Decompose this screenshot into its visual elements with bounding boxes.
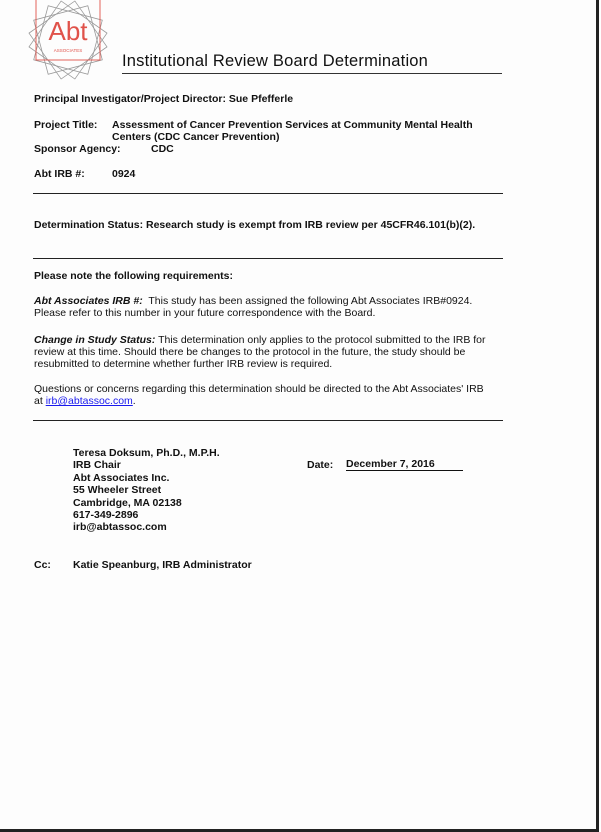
sponsor-value: CDC [151, 143, 174, 155]
divider [33, 258, 503, 259]
questions-prefix: at [34, 395, 43, 407]
requirement-change-status [34, 334, 486, 370]
divider [33, 420, 503, 421]
signer-phone: 617-349-2896 [73, 509, 139, 522]
req1-text: Please refer to this number in your future correspondence with the Board. [34, 307, 376, 319]
irb-label: Abt IRB #: [34, 168, 85, 180]
signer-city: Cambridge, MA 02138 [73, 496, 182, 509]
questions-suffix: . [132, 395, 136, 407]
requirement-irb-number [34, 295, 472, 319]
pi-label: Principal Investigator/Project Director: [34, 93, 226, 105]
signer-email: irb@abtassoc.com [73, 521, 167, 534]
requirements-heading: Please note the following requirements: [34, 270, 233, 282]
project-title-label: Project Title: [34, 119, 98, 131]
questions-paragraph [34, 383, 484, 407]
document-title: Institutional Review Board Determination [122, 52, 429, 70]
determination-status: Determination Status: Research study is exempt from IRB review per 45CFR46.101(b)(2). [34, 219, 476, 231]
signer-role: IRB Chair [73, 459, 121, 472]
irb-email-link[interactable]: irb@abtassoc.com [45, 395, 133, 407]
project-title-value [112, 119, 473, 143]
divider [33, 193, 503, 194]
signer-name: Teresa Doksum, Ph.D., M.P.H. [73, 447, 220, 459]
signer-street: 55 Wheeler Street [73, 484, 162, 497]
pi-value: Sue Pfefferle [228, 93, 294, 105]
req2-text: This determination only applies to the protocol submitted to the IRB for [158, 334, 486, 346]
irb-value: 0924 [112, 168, 136, 180]
project-title-line: Centers (CDC Cancer Prevention) [112, 131, 280, 143]
req2-text: resubmitted to determine whether further IRB review is required. [34, 358, 333, 370]
svg-text:ASSOCIATES: ASSOCIATES [53, 48, 83, 53]
pi-line [34, 93, 293, 105]
cc-value: Katie Speanburg, IRB Administrator [73, 559, 252, 571]
abt-logo [20, 0, 116, 84]
svg-text:Abt: Abt [48, 16, 88, 46]
req1-text: This study has been assigned the following Abt Associates IRB#0924. [148, 295, 473, 307]
date-value: December 7, 2016 [346, 459, 463, 471]
signer-org: Abt Associates Inc. [73, 471, 170, 484]
title-underline [122, 73, 502, 74]
questions-text: Questions or concerns regarding this determination should be directed to the Abt Associates' IRB [34, 383, 484, 395]
date-label: Date: [307, 459, 334, 471]
signature-block [73, 447, 220, 534]
project-title-line: Assessment of Cancer Prevention Services at Community Mental Health [112, 119, 473, 131]
req2-text: review at this time. Should there be changes to the protocol in the future, the study should be [34, 346, 466, 358]
req2-label: Change in Study Status: [34, 334, 156, 346]
req1-label: Abt Associates IRB #: [34, 295, 143, 307]
sponsor-label: Sponsor Agency: [34, 143, 121, 155]
cc-label: Cc: [34, 559, 51, 571]
